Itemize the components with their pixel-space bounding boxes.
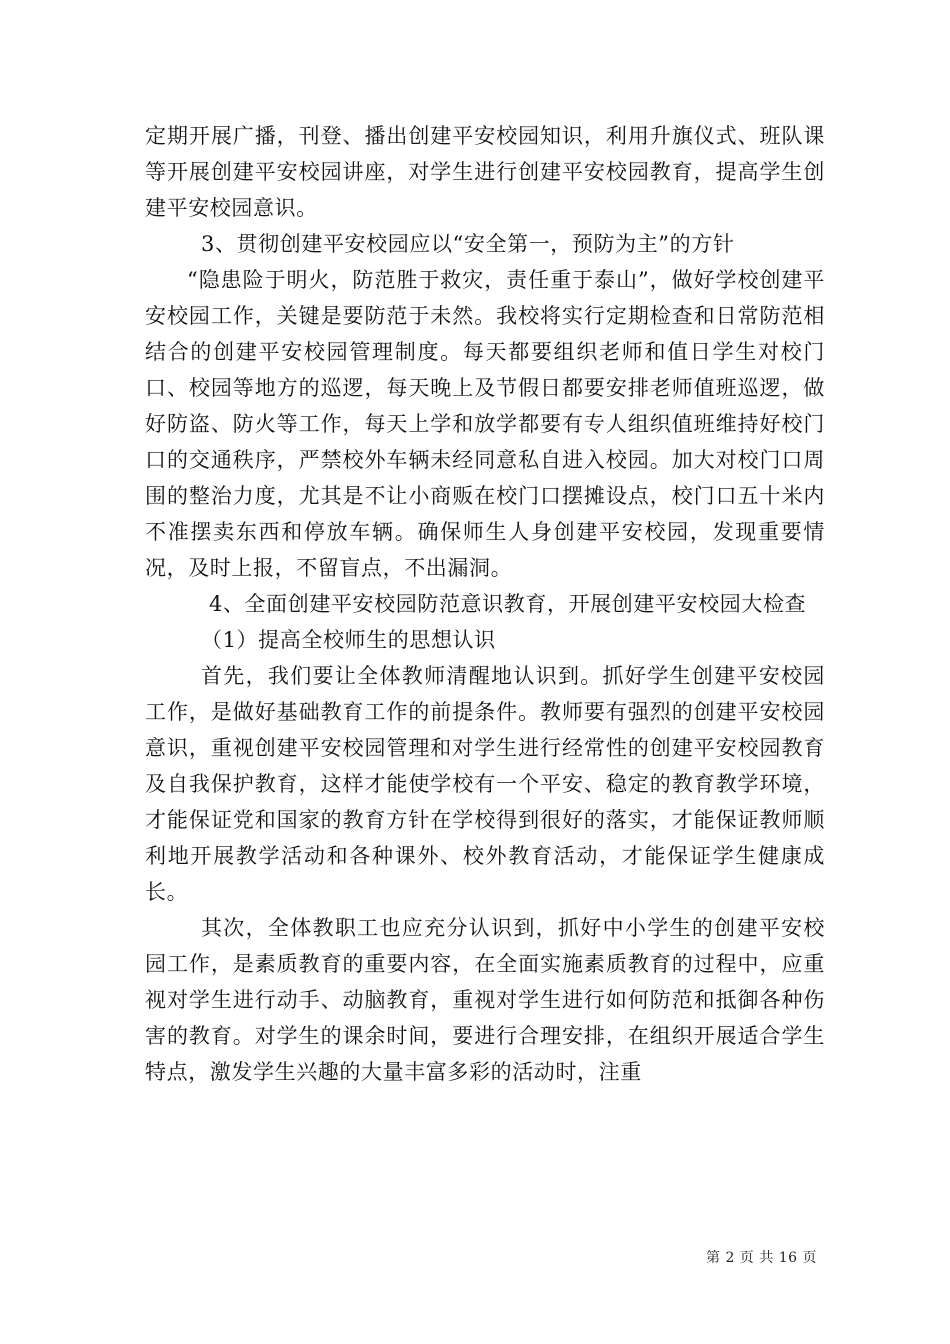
paragraph-continuation: 定期开展广播，刊登、播出创建平安校园知识，利用升旗仪式、班队课等开展创建平安校园讲座，对学生进行创建平安校园教育，提高学生创建平安校园意识。 [145, 124, 825, 220]
document-body [145, 118, 825, 1090]
paragraph-first: 首先，我们要让全体教师清醒地认识到。抓好学生创建平安校园工作，是做好基础教育工作的前提条件。教师要有强烈的创建平安校园意识，重视创建平安校园管理和对学生进行经常性的创建平安校园教育及自我保护教育，这样才能使学校有一个平安、稳定的教育教学环境，才能保证党和国家的教育方针在学校得到很好的落实，才能保证教师顺利地开展教学活动和各种课外、校外教育活动，才能保证学生健康成长。 [145, 664, 825, 904]
heading-item-4: 4、全面创建平安校园防范意识教育，开展创建平安校园大检查 [209, 592, 807, 616]
heading-item-3: 3、贯彻创建平安校园应以“安全第一，预防为主”的方针 [201, 232, 735, 256]
page-number: 第 2 页 共 16 页 [706, 1250, 817, 1266]
subheading-1: （1）提高全校师生的思想认识 [201, 628, 496, 652]
paragraph-prevention: “隐患险于明火，防范胜于救灾，责任重于泰山”，做好学校创建平安校园工作，关键是要防范于未然。我校将实行定期检查和日常防范相结合的创建平安校园管理制度。每天都要组织老师和值日学生对校门口、校园等地方的巡逻，每天晚上及节假日都要安排老师值班巡逻，做好防盗、防火等工作，每天上学和放学都要有专人组织值班维持好校门口的交通秩序，严禁校外车辆未经同意私自进入校园。加大对校门口周围的整治力度，尤其是不让小商贩在校门口摆摊设点，校门口五十米内不准摆卖东西和停放车辆。确保师生人身创建平安校园，发现重要情况，及时上报，不留盲点，不出漏洞。 [145, 268, 825, 580]
paragraph-second: 其次，全体教职工也应充分认识到，抓好中小学生的创建平安校园工作，是素质教育的重要内容，在全面实施素质教育的过程中，应重视对学生进行动手、动脑教育，重视对学生进行如何防范和抵御各种伤害的教育。对学生的课余时间，要进行合理安排，在组织开展适合学生特点，激发学生兴趣的大量丰富多彩的活动时，注重 [145, 916, 825, 1084]
